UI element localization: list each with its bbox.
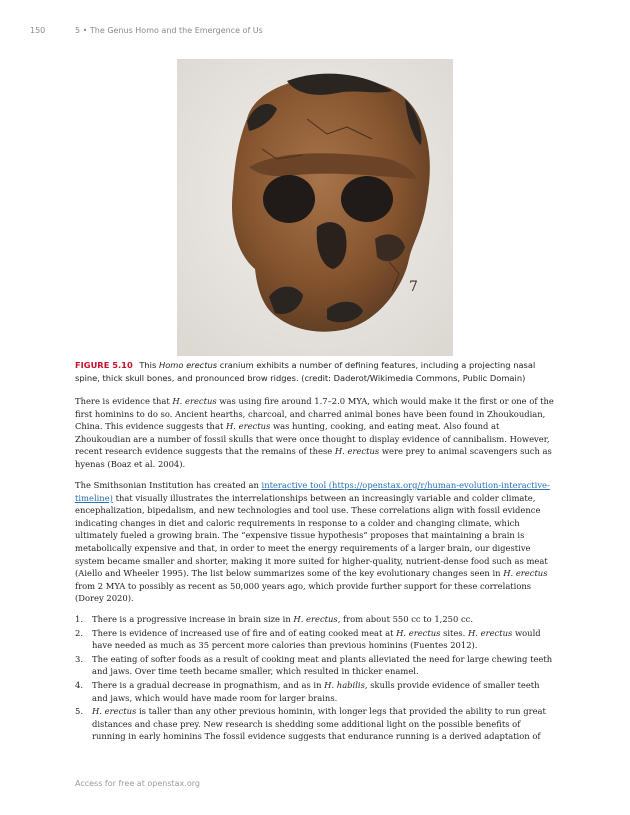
- page-footer: Access for free at openstax.org: [75, 779, 200, 788]
- list-text: [92, 613, 555, 626]
- evolution-changes-list: [75, 613, 555, 744]
- p1-italic-3: H. erectus: [334, 446, 380, 457]
- skull-label: 7: [409, 279, 418, 295]
- list-italic-a: H. habilis: [324, 679, 365, 690]
- chapter-title: 5 • The Genus Homo and the Emergence of Us: [75, 25, 263, 35]
- list-text: [92, 679, 555, 704]
- list-item: [75, 679, 555, 704]
- list-text: [92, 653, 555, 678]
- list-item: [75, 653, 555, 678]
- list-italic-a: H. erectus: [396, 627, 441, 638]
- list-number: 3.: [75, 653, 83, 664]
- caption-italic: Homo erectus: [158, 360, 218, 370]
- p1-text-2: was using fire around 1.7–2.0 MYA, which would make it the first or one of the first hominins to do so. Ancient hearths, charcoal, and charred animal bones have been found in Zhoukoudian, China. This evidence suggests that: [75, 396, 554, 432]
- list-text-a: The eating of softer foods as a result of cooking meat and plants alleviated the need for large chewing teeth and jaws. Over time teeth became smaller, which resulted in thicker enamel.: [92, 653, 553, 677]
- list-text-b: sites.: [440, 627, 468, 638]
- figure-caption: [75, 359, 555, 385]
- skull-photo: [177, 59, 453, 356]
- list-italic-a: H. erectus: [92, 706, 137, 717]
- p1-italic-2: H. erectus: [225, 421, 271, 432]
- caption-text-pre: This: [139, 360, 159, 370]
- p1-text-4: were prey to animal scavengers such as hyenas (Boaz et al. 2004).: [75, 446, 552, 469]
- p1-text-3: was hunting, cooking, and eating meat. Also found at Zhoukoudian are a number of fossil skulls that were once thought to display evidence of cannibalism. However, recent research evidence suggests that the remains of these: [75, 421, 550, 457]
- list-text: [92, 705, 555, 743]
- list-number: 5.: [75, 706, 83, 717]
- p1-text-1: There is evidence that: [75, 396, 173, 406]
- list-item: [75, 705, 555, 743]
- p1-italic-1: H. erectus: [172, 396, 217, 406]
- list-text-a: There is a gradual decrease in prognathism, and as in: [92, 679, 325, 690]
- paragraph-fire-evidence: [75, 395, 555, 471]
- page-number: 150: [30, 25, 46, 35]
- list-text-b: , from about 550 cc to 1,250 cc.: [337, 614, 474, 624]
- list-number: 2.: [75, 627, 83, 638]
- list-italic-a: H. erectus: [293, 614, 338, 624]
- p2-text-3: from 2 MYA to possibly as recent as 50,000 years ago, which provide further support for these correlations (Dorey 2020).: [75, 580, 532, 604]
- interactive-tool-link[interactable]: interactive tool (https://openstax.org/r/human-evolution-interactive-timeline): [75, 480, 550, 503]
- list-text-c: would have needed as much as 35 percent more calories than previous hominins (Fuentes 2012).: [92, 627, 541, 651]
- list-italic-b: H. erectus: [468, 627, 513, 638]
- paragraph-smithsonian: [75, 479, 555, 605]
- list-number: 4.: [75, 679, 83, 690]
- caption-text-post: cranium exhibits a number of defining features, including a projecting nasal spine, thick skull bones, and pronounced brow ridges. (credit: Daderot/Wikimedia Commons, Public Domain): [75, 360, 536, 383]
- list-text-b: , skulls provide evidence of smaller teeth and jaws, which would have made room for larger brains.: [92, 679, 540, 703]
- list-text-b: is taller than any other previous hominin, with longer legs that provided the ability to run great distances and chase prey. New research is shedding some additional light on the possible benefits of running in early hominins The fossil evidence suggests that endurance running is a derived adaptation of: [92, 706, 546, 742]
- list-item: [75, 627, 555, 652]
- p2-text-1: The Smithsonian Institution has created an: [75, 480, 262, 490]
- p2-text-2: that visually illustrates the interrelationships between an increasingly variable and colder climate, encephalization, bipedalism, and new technologies and tool use. These correlations align with fossil evidence indicating changes in diet and caloric requirements in response to a colder and changing climate, which ultimately fueled a growing brain. The “expensive tissue hypothesis” proposes that maintaining a brain is metabolically expensive and that, in order to meet the energy requirements of a larger brain, our digestive system became smaller and shorter, making it more suited for higher-quality, nutrient-dense food such as meat (Aiello and Wheeler 1995). The list below summarizes some of the key evolutionary changes seen in: [75, 492, 548, 579]
- list-item: [75, 613, 555, 626]
- list-text-a: There is evidence of increased use of fire and of eating cooked meat at: [92, 627, 397, 638]
- list-number: 1.: [75, 614, 83, 624]
- page-header: [30, 23, 600, 37]
- list-text-a: There is a progressive increase in brain size in: [92, 614, 294, 624]
- p2-italic-1: H. erectus: [503, 568, 548, 579]
- list-text: [92, 627, 555, 652]
- figure-label: FIGURE 5.10: [75, 360, 133, 370]
